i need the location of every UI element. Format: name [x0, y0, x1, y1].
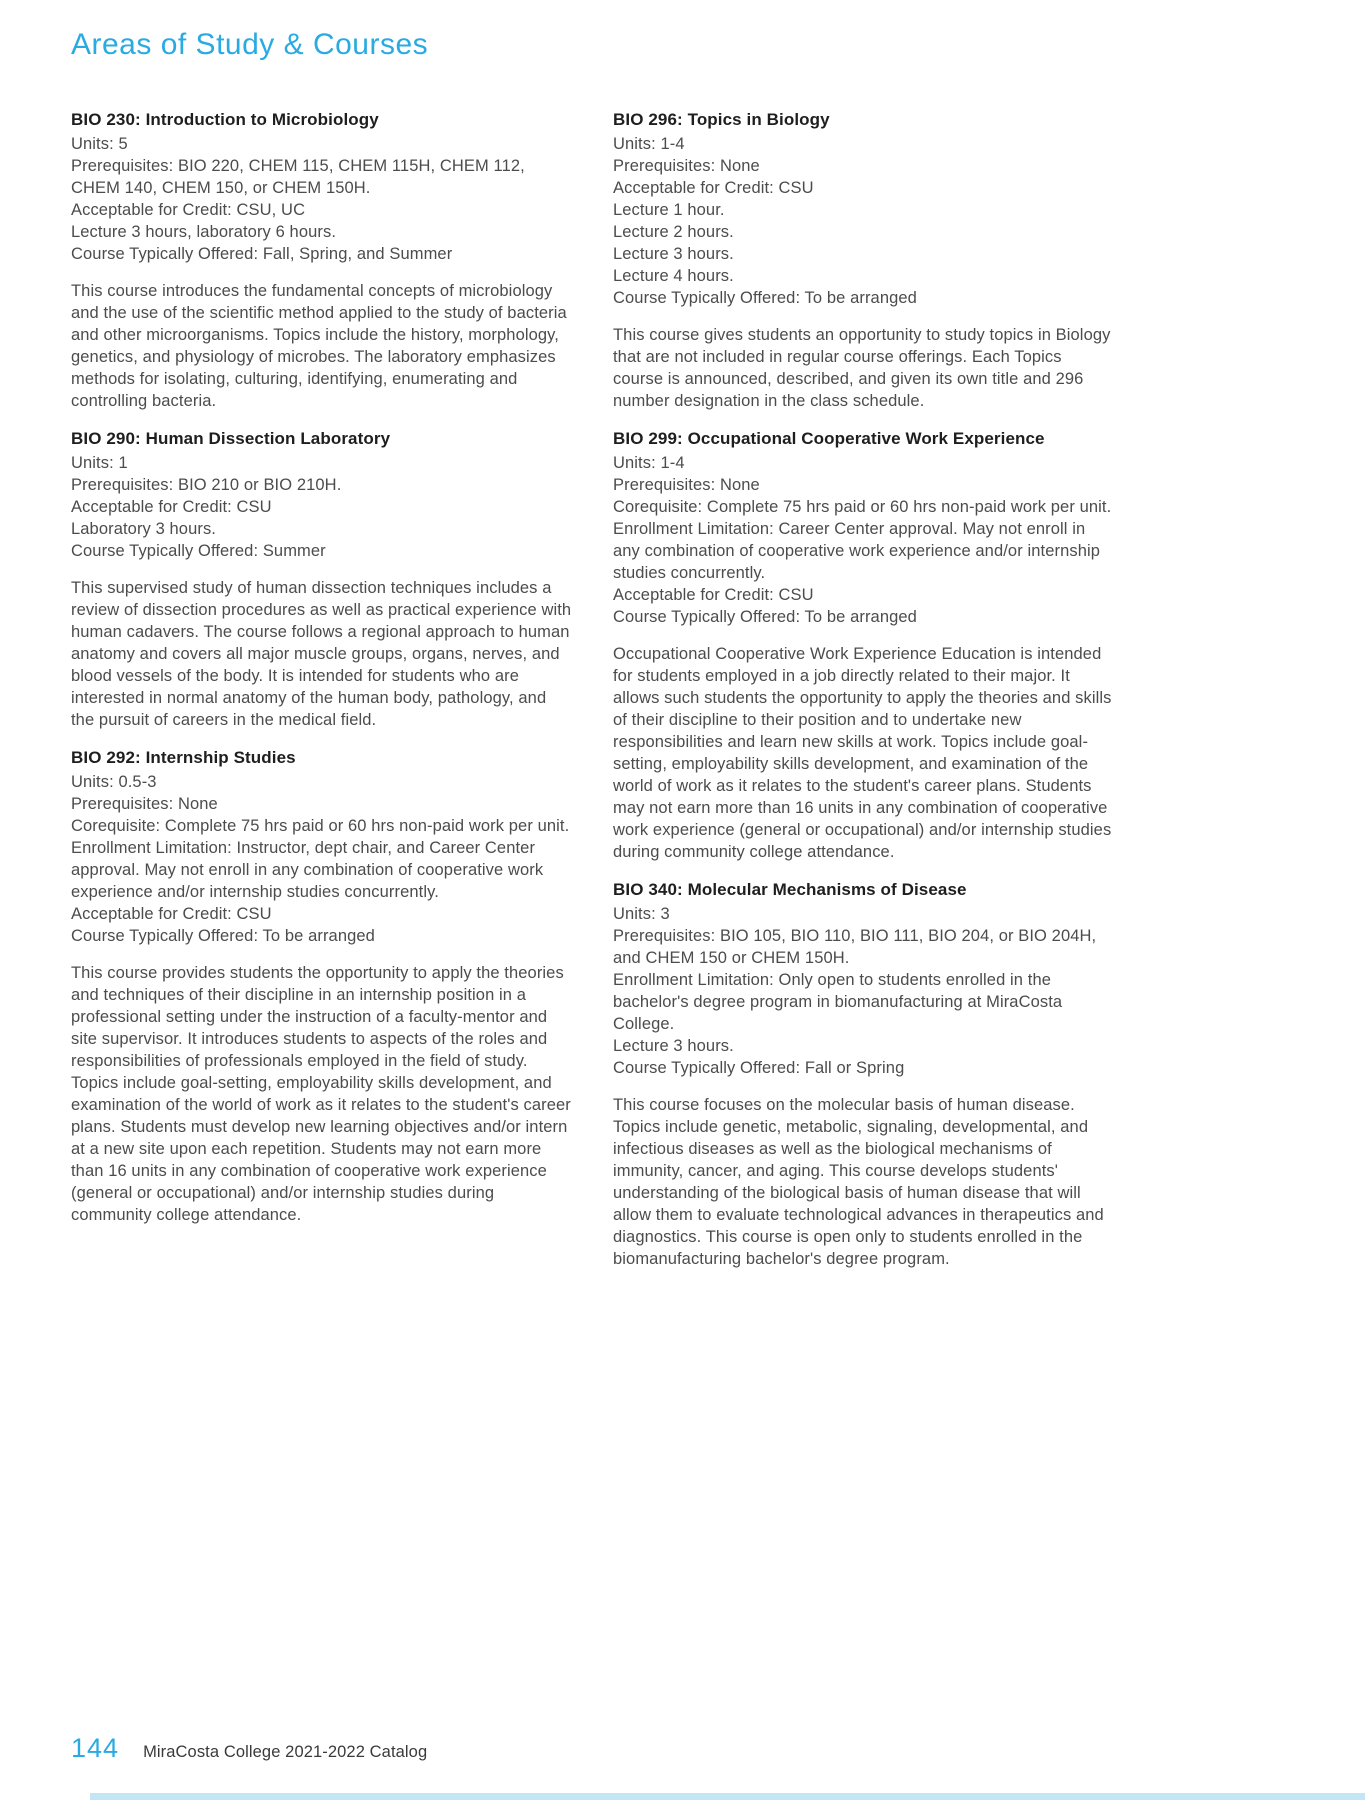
course-meta-line: Course Typically Offered: Fall, Spring, and Summer	[71, 245, 453, 263]
course-meta-line: Enrollment Limitation: Career Center approval. May not enroll in any combination of cooperative work experience and/or internship studies concurrently.	[613, 520, 1101, 582]
course-bio-290	[71, 429, 573, 731]
course-meta-line: Units: 1-4	[613, 454, 685, 472]
course-meta-line: Course Typically Offered: Fall or Spring	[613, 1059, 905, 1077]
course-meta-line: Laboratory 3 hours.	[71, 520, 216, 538]
footer-catalog-text: MiraCosta College 2021-2022 Catalog	[143, 1743, 428, 1761]
course-meta-line: Prerequisites: BIO 105, BIO 110, BIO 111, BIO 204, or BIO 204H, and CHEM 150 or CHEM 150H.	[613, 927, 1097, 967]
course-meta-line: Prerequisites: None	[71, 795, 218, 813]
course-title: BIO 292: Internship Studies	[71, 748, 296, 767]
course-meta-line: Lecture 4 hours.	[613, 267, 734, 285]
course-meta-line: Course Typically Offered: Summer	[71, 542, 326, 560]
course-meta-line: Units: 1-4	[613, 135, 685, 153]
course-meta	[613, 133, 1115, 309]
course-meta-line: Units: 5	[71, 135, 128, 153]
course-bio-340	[613, 880, 1115, 1270]
course-meta-line: Lecture 3 hours.	[613, 245, 734, 263]
course-meta	[71, 771, 573, 947]
course-title: BIO 299: Occupational Cooperative Work Experience	[613, 429, 1045, 448]
page-footer	[71, 1733, 427, 1764]
course-meta-line: Lecture 3 hours, laboratory 6 hours.	[71, 223, 336, 241]
course-meta-line: Enrollment Limitation: Only open to students enrolled in the bachelor's degree program in biomanufacturing at MiraCosta College.	[613, 971, 1063, 1033]
course-bio-230	[71, 110, 573, 412]
course-meta-line: Acceptable for Credit: CSU	[71, 498, 272, 516]
course-description: This supervised study of human dissection techniques includes a review of dissection procedures as well as practical experience with human cadavers. The course follows a regional approach to human anatomy and covers all major muscle groups, organs, nerves, and blood vessels of the body. It is intended for students who are interested in normal anatomy of the human body, pathology, and the pursuit of careers in the medical field.	[71, 579, 572, 729]
course-meta-line: Units: 1	[71, 454, 128, 472]
course-title: BIO 340: Molecular Mechanisms of Disease	[613, 880, 967, 899]
course-meta-line: Lecture 3 hours.	[613, 1037, 734, 1055]
course-meta-line: Prerequisites: BIO 210 or BIO 210H.	[71, 476, 342, 494]
course-meta	[613, 903, 1115, 1079]
page-number: 144	[71, 1733, 120, 1763]
course-meta-line: Lecture 1 hour.	[613, 201, 725, 219]
course-meta-line: Corequisite: Complete 75 hrs paid or 60 hrs non-paid work per unit.	[71, 817, 570, 835]
course-bio-296	[613, 110, 1115, 412]
course-description: This course focuses on the molecular basis of human disease. Topics include genetic, metabolic, signaling, developmental, and infectious diseases as well as the biological mechanisms of immunity, cancer, and aging. This course develops students' understanding of the biological basis of human disease that will allow them to evaluate technological advances in therapeutics and diagnostics. This course is open only to students enrolled in the biomanufacturing bachelor's degree program.	[613, 1096, 1104, 1268]
right-column	[613, 106, 1115, 1279]
course-description: This course gives students an opportunity to study topics in Biology that are not included in regular course offerings. Each Topics course is announced, described, and given its own title and 296 number designation in the class schedule.	[613, 326, 1111, 410]
course-meta-line: Lecture 2 hours.	[613, 223, 734, 241]
course-meta	[71, 452, 573, 562]
page-title: Areas of Study & Courses	[71, 28, 429, 61]
course-description: This course provides students the opportunity to apply the theories and techniques of their discipline in an internship position in a professional setting under the instruction of a faculty-mentor and site supervisor. It introduces students to aspects of the roles and responsibilities of professionals employed in the field of study. Topics include goal-setting, employability skills development, and examination of the world of work as it relates to the student's career plans. Students must develop new learning objectives and/or intern at a new site upon each repetition. Students may not earn more than 16 units in any combination of cooperative work experience (general or occupational) and/or internship studies during community college attendance.	[71, 964, 571, 1224]
course-meta-line: Acceptable for Credit: CSU, UC	[71, 201, 306, 219]
course-meta-line: Acceptable for Credit: CSU	[71, 905, 272, 923]
course-bio-292	[71, 748, 573, 1226]
left-column	[71, 106, 573, 1279]
course-meta-line: Units: 3	[613, 905, 670, 923]
course-meta-line: Acceptable for Credit: CSU	[613, 179, 814, 197]
course-meta-line: Course Typically Offered: To be arranged	[71, 927, 375, 945]
course-description: This course introduces the fundamental concepts of microbiology and the use of the scientific method applied to the study of bacteria and other microorganisms. Topics include the history, morphology, genetics, and physiology of microbes. The laboratory emphasizes methods for isolating, culturing, identifying, enumerating and controlling bacteria.	[71, 282, 567, 410]
course-title: BIO 230: Introduction to Microbiology	[71, 110, 379, 129]
course-meta-line: Prerequisites: None	[613, 476, 760, 494]
course-meta-line: Prerequisites: BIO 220, CHEM 115, CHEM 115H, CHEM 112, CHEM 140, CHEM 150, or CHEM 150H.	[71, 157, 525, 197]
course-title: BIO 296: Topics in Biology	[613, 110, 830, 129]
course-meta	[613, 452, 1115, 628]
course-meta	[71, 133, 573, 265]
course-columns	[71, 106, 1115, 1279]
course-meta-line: Acceptable for Credit: CSU	[613, 586, 814, 604]
course-meta-line: Corequisite: Complete 75 hrs paid or 60 hrs non-paid work per unit.	[613, 498, 1112, 516]
course-meta-line: Enrollment Limitation: Instructor, dept chair, and Career Center approval. May not enroll in any combination of cooperative work experience and/or internship studies concurrently.	[71, 839, 544, 901]
course-title: BIO 290: Human Dissection Laboratory	[71, 429, 391, 448]
course-description: Occupational Cooperative Work Experience Education is intended for students employed in a job directly related to their major. It allows such students the opportunity to apply the theories and skills of their discipline to their position and to undertake new responsibilities and learn new skills at work. Topics include goal-setting, employability skills development, and examination of the world of work as it relates to the student's career plans. Students may not earn more than 16 units in any combination of cooperative work experience (general or occupational) and/or internship studies during community college attendance.	[613, 645, 1112, 861]
course-meta-line: Course Typically Offered: To be arranged	[613, 608, 917, 626]
course-meta-line: Prerequisites: None	[613, 157, 760, 175]
course-meta-line: Course Typically Offered: To be arranged	[613, 289, 917, 307]
course-meta-line: Units: 0.5-3	[71, 773, 157, 791]
course-bio-299	[613, 429, 1115, 863]
bottom-accent-bar	[90, 1793, 1365, 1800]
